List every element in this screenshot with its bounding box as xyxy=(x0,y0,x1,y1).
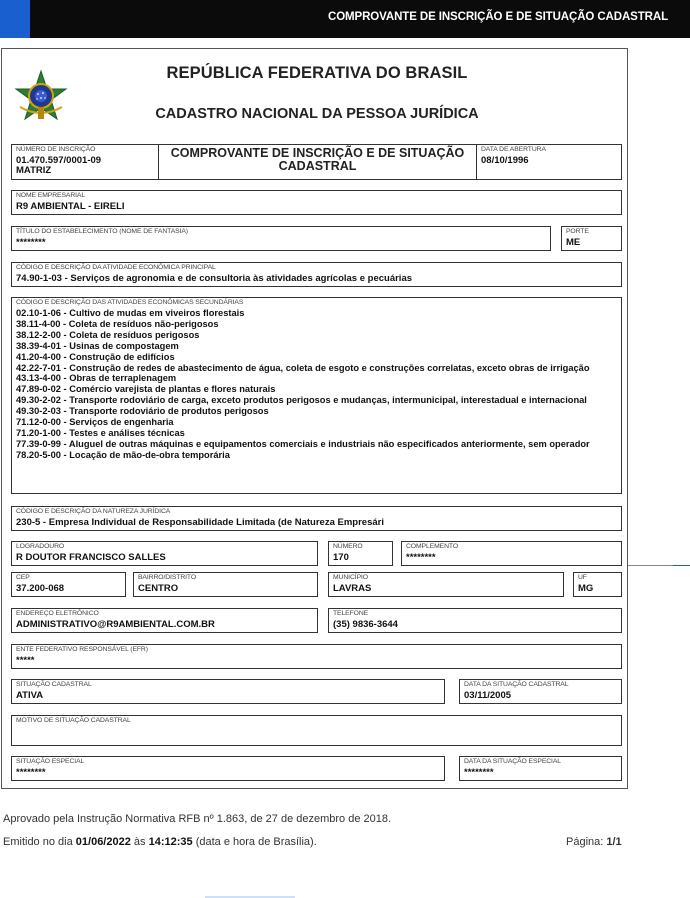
field-value: R DOUTOR FRANCISCO SALLES xyxy=(16,552,166,563)
field-value: 03/11/2005 xyxy=(464,690,512,701)
field-value: ******** xyxy=(406,552,436,563)
list-item: 49.30-2-02 - Transporte rodoviário de carga, exceto produtos perigosos e mudanças, intermunicipal, interestadual e internacional xyxy=(16,395,587,406)
field-value: 08/10/1996 xyxy=(481,155,529,166)
field-value: ADMINISTRATIVO@R9AMBIENTAL.COM.BR xyxy=(16,619,215,630)
list-item: 43.13-4-00 - Obras de terraplenagem xyxy=(16,373,177,384)
top-bar-accent xyxy=(0,0,30,38)
field-label: MOTIVO DE SITUAÇÃO CADASTRAL xyxy=(16,717,131,724)
list-item: 71.12-0-00 - Serviços de engenharia xyxy=(16,417,174,428)
field-label: SITUAÇÃO CADASTRAL xyxy=(16,681,92,688)
field-numero xyxy=(328,541,393,566)
field-natureza-juridica xyxy=(11,506,622,531)
field-data-situacao xyxy=(459,679,622,704)
field-value: 230-5 - Empresa Individual de Responsabilidade Limitada (de Natureza Empresári xyxy=(16,517,384,528)
field-cep xyxy=(11,572,126,597)
emitido-date: 01/06/2022 xyxy=(75,836,131,848)
field-value: (35) 9836-3644 xyxy=(333,619,398,630)
field-label: NÚMERO DE INSCRIÇÃO xyxy=(16,146,96,153)
list-item: 47.89-0-02 - Comércio varejista de plantas e flores naturais xyxy=(16,384,276,395)
field-label: DATA DA SITUAÇÃO CADASTRAL xyxy=(464,681,569,688)
list-item: 38.11-4-00 - Coleta de resíduos não-perigosos xyxy=(16,318,219,329)
field-label: CÓDIGO E DESCRIÇÃO DA ATIVIDADE ECONÔMICA PRINCIPAL xyxy=(16,264,216,271)
field-value: 01.470.597/0001-09 xyxy=(16,155,102,166)
list-item: 77.39-0-99 - Aluguel de outras máquinas e equipamentos comerciais e industriais não especificados anteriormente, sem operador xyxy=(16,438,590,449)
list-item: 38.39-4-01 - Usinas de compostagem xyxy=(16,340,179,351)
list-item: 71.20-1-00 - Testes e análises técnicas xyxy=(16,427,185,438)
field-value: MG xyxy=(578,583,594,594)
field-atividade-principal xyxy=(11,262,622,287)
field-value: ******** xyxy=(16,237,46,248)
field-label: CÓDIGO E DESCRIÇÃO DAS ATIVIDADES ECONÔMICAS SECUNDÁRIAS xyxy=(16,299,244,306)
comprovante-title: COMPROVANTE DE INSCRIÇÃO E DE SITUAÇÃO CADASTRAL xyxy=(170,146,465,173)
field-label: ENDEREÇO ELETRÔNICO xyxy=(16,610,99,617)
top-bar-title: COMPROVANTE DE INSCRIÇÃO E DE SITUAÇÃO CADASTRAL xyxy=(328,11,668,23)
field-efr xyxy=(11,644,622,669)
field-label: LOGRADOURO xyxy=(16,543,65,550)
field-comprovante-title xyxy=(158,144,477,180)
field-email xyxy=(11,608,318,633)
field-value: ME xyxy=(566,237,581,248)
field-value: 37.200-068 xyxy=(16,583,65,594)
field-label: COMPLEMENTO xyxy=(406,543,459,550)
cnpj-document xyxy=(1,48,628,789)
doc-title-cnpj: CADASTRO NACIONAL DA PESSOA JURÍDICA xyxy=(155,106,479,122)
emitido-time: 14:12:35 xyxy=(148,836,193,848)
field-situacao-cadastral xyxy=(11,679,445,704)
field-numero-inscricao xyxy=(11,144,159,180)
top-bar xyxy=(0,0,690,38)
field-uf xyxy=(573,572,622,597)
field-bairro xyxy=(133,572,318,597)
field-complemento xyxy=(401,541,622,566)
field-data-situacao-especial xyxy=(459,756,622,781)
field-value: R9 AMBIENTAL - EIRELI xyxy=(16,201,125,212)
footer-pagina: Página: 1/1 xyxy=(566,836,622,848)
field-value-tipo: MATRIZ xyxy=(16,165,52,176)
field-situacao-especial xyxy=(11,756,445,781)
field-label: ENTE FEDERATIVO RESPONSÁVEL (EFR) xyxy=(16,646,148,653)
field-value: ******** xyxy=(464,767,494,778)
field-label: PORTE xyxy=(566,228,589,235)
list-item: 78.20-5-00 - Locação de mão-de-obra temporária xyxy=(16,449,230,460)
field-label: TÍTULO DO ESTABELECIMENTO (NOME DE FANTASIA) xyxy=(16,228,188,235)
field-label: SITUAÇÃO ESPECIAL xyxy=(16,758,85,765)
field-label: CÓDIGO E DESCRIÇÃO DA NATUREZA JURÍDICA xyxy=(16,508,171,515)
field-logradouro xyxy=(11,541,318,566)
field-label: DATA DA SITUAÇÃO ESPECIAL xyxy=(464,758,561,765)
footer-emitido: Emitido no dia 01/06/2022 às 14:12:35 (data e hora de Brasília). xyxy=(3,836,317,848)
list-item: 41.20-4-00 - Construção de edifícios xyxy=(16,351,175,362)
field-label: TELEFONE xyxy=(333,610,369,617)
field-nome-fantasia xyxy=(11,226,551,251)
field-nome-empresarial xyxy=(11,190,622,215)
list-item: 42.22-7-01 - Construção de redes de abastecimento de água, coleta de esgoto e construções correlatas, exceto obras de irrigação xyxy=(16,362,590,373)
pagina-value: 1/1 xyxy=(606,836,622,848)
field-value: 74.90-1-03 - Serviços de agronomia e de consultoria às atividades agrícolas e pecuárias xyxy=(16,273,413,284)
field-label: DATA DE ABERTURA xyxy=(481,146,546,153)
field-label: MUNICÍPIO xyxy=(333,574,368,581)
field-municipio xyxy=(328,572,564,597)
doc-title-republica: REPÚBLICA FEDERATIVA DO BRASIL xyxy=(166,64,468,82)
atividades-list xyxy=(16,308,617,461)
field-label: NÚMERO xyxy=(333,543,363,550)
field-porte xyxy=(561,226,622,251)
list-item: 38.12-2-00 - Coleta de resíduos perigosos xyxy=(16,329,200,340)
field-value: ATIVA xyxy=(16,690,44,701)
field-value: LAVRAS xyxy=(333,583,372,594)
field-value: 170 xyxy=(333,552,349,563)
field-value: ******** xyxy=(16,767,46,778)
field-label: UF xyxy=(578,574,587,581)
field-label: CEP xyxy=(16,574,30,581)
field-value: CENTRO xyxy=(138,583,179,594)
field-motivo-situacao xyxy=(11,715,622,746)
field-label: NOME EMPRESARIAL xyxy=(16,192,86,199)
field-label: BAIRRO/DISTRITO xyxy=(138,574,197,581)
field-data-abertura xyxy=(476,144,622,180)
field-value: ***** xyxy=(16,655,35,666)
list-item: 02.10-1-06 - Cultivo de mudas em viveiros florestais xyxy=(16,308,245,318)
footer-aprovado: Aprovado pela Instrução Normativa RFB nº 1.863, de 27 de dezembro de 2018. xyxy=(3,813,392,825)
divider-accent xyxy=(673,565,690,566)
field-telefone xyxy=(328,608,622,633)
list-item: 49.30-2-03 - Transporte rodoviário de produtos perigosos xyxy=(16,406,269,417)
field-atividades-secundarias xyxy=(11,297,622,494)
